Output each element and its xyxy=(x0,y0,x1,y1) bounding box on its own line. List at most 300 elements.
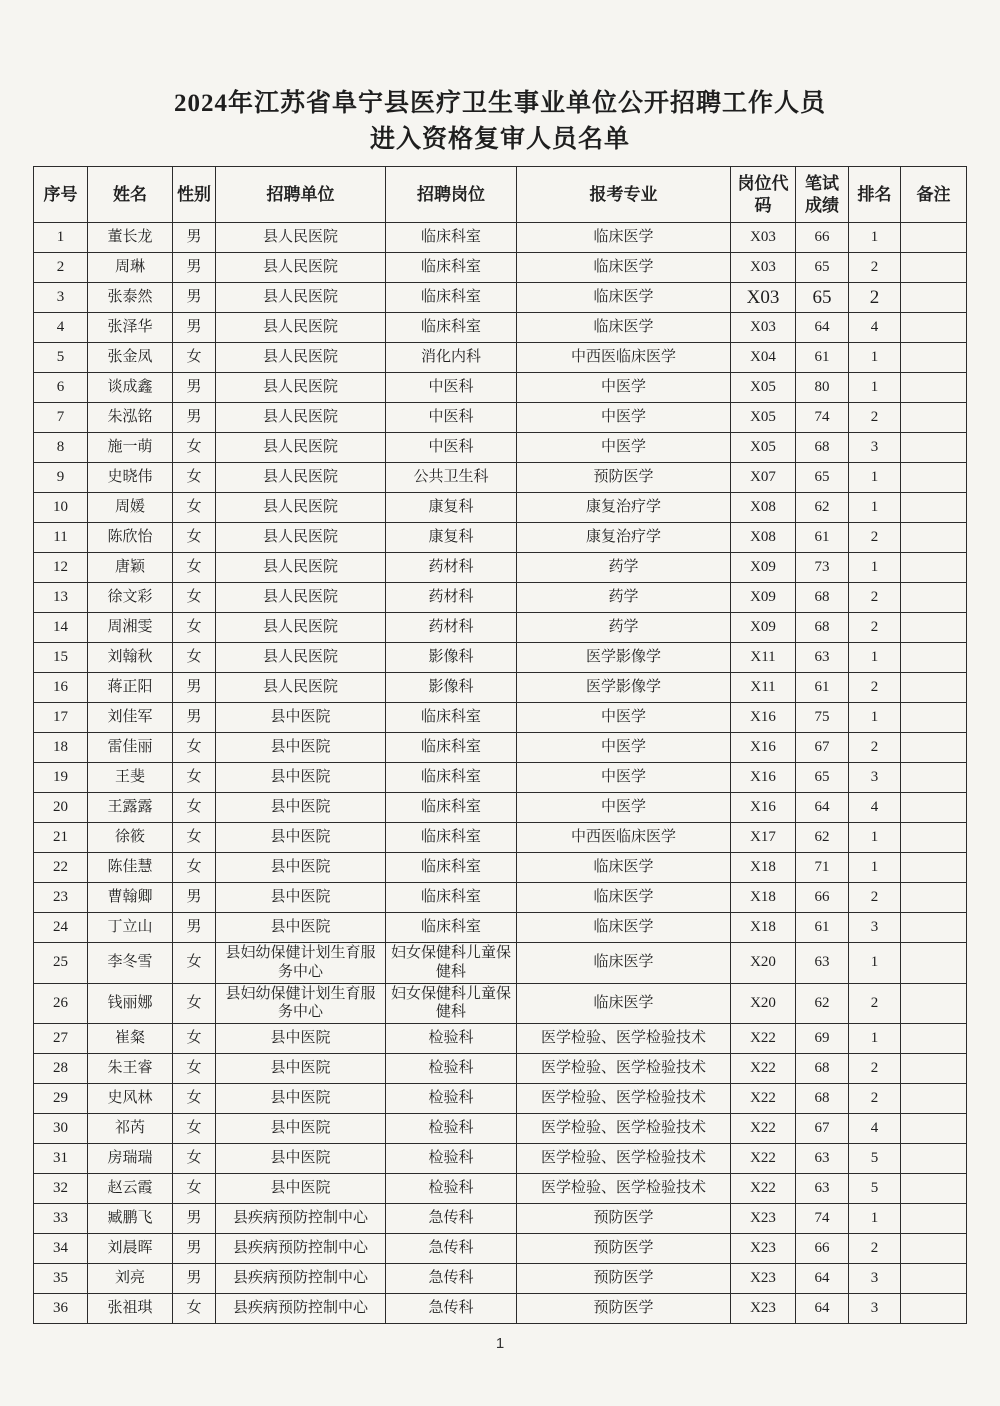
cell-unit: 县中医院 xyxy=(216,733,386,763)
cell-major: 医学影像学 xyxy=(517,673,731,703)
cell-name: 臧鹏飞 xyxy=(88,1204,173,1234)
cell-index: 10 xyxy=(34,493,88,523)
cell-score: 65 xyxy=(796,253,849,283)
cell-note xyxy=(901,1054,967,1084)
column-header-name: 姓名 xyxy=(88,167,173,223)
cell-position: 公共卫生科 xyxy=(386,463,517,493)
cell-name: 张泽华 xyxy=(88,313,173,343)
cell-score: 62 xyxy=(796,983,849,1024)
cell-major: 药学 xyxy=(517,583,731,613)
table-row xyxy=(34,1084,967,1114)
cell-index: 19 xyxy=(34,763,88,793)
cell-position: 急传科 xyxy=(386,1264,517,1294)
cell-score: 61 xyxy=(796,913,849,943)
cell-index: 26 xyxy=(34,983,88,1024)
cell-rank: 1 xyxy=(849,943,901,984)
cell-position: 临床科室 xyxy=(386,223,517,253)
document-title xyxy=(0,0,1000,157)
cell-score: 66 xyxy=(796,883,849,913)
cell-post-code: X16 xyxy=(731,793,796,823)
cell-score: 68 xyxy=(796,583,849,613)
cell-position: 妇女保健科儿童保健科 xyxy=(386,983,517,1024)
table-row xyxy=(34,613,967,643)
table-row xyxy=(34,1024,967,1054)
title-line-2: 进入资格复审人员名单 xyxy=(369,125,630,153)
cell-position: 临床科室 xyxy=(386,313,517,343)
cell-post-code: X17 xyxy=(731,823,796,853)
cell-name: 施一萌 xyxy=(88,433,173,463)
cell-score: 68 xyxy=(796,613,849,643)
cell-major: 药学 xyxy=(517,613,731,643)
cell-unit: 县中医院 xyxy=(216,793,386,823)
cell-rank: 4 xyxy=(849,1114,901,1144)
cell-index: 1 xyxy=(34,223,88,253)
cell-index: 3 xyxy=(34,283,88,313)
cell-unit: 县人民医院 xyxy=(216,313,386,343)
cell-major: 医学检验、医学检验技术 xyxy=(517,1114,731,1144)
cell-unit: 县妇幼保健计划生育服务中心 xyxy=(216,943,386,984)
cell-name: 刘佳军 xyxy=(88,703,173,733)
cell-position: 临床科室 xyxy=(386,253,517,283)
cell-major: 临床医学 xyxy=(517,853,731,883)
cell-major: 中医学 xyxy=(517,793,731,823)
cell-rank: 1 xyxy=(849,343,901,373)
cell-score: 65 xyxy=(796,463,849,493)
cell-position: 检验科 xyxy=(386,1174,517,1204)
cell-gender: 男 xyxy=(173,673,216,703)
cell-position: 临床科室 xyxy=(386,283,517,313)
cell-rank: 4 xyxy=(849,313,901,343)
cell-unit: 县人民医院 xyxy=(216,403,386,433)
table-row xyxy=(34,553,967,583)
cell-post-code: X22 xyxy=(731,1054,796,1084)
cell-post-code: X18 xyxy=(731,883,796,913)
cell-index: 13 xyxy=(34,583,88,613)
cell-name: 祁芮 xyxy=(88,1114,173,1144)
cell-note xyxy=(901,823,967,853)
cell-major: 预防医学 xyxy=(517,463,731,493)
cell-gender: 女 xyxy=(173,1174,216,1204)
cell-name: 徐文彩 xyxy=(88,583,173,613)
cell-index: 6 xyxy=(34,373,88,403)
cell-gender: 女 xyxy=(173,823,216,853)
cell-note xyxy=(901,793,967,823)
cell-name: 周媛 xyxy=(88,493,173,523)
cell-major: 临床医学 xyxy=(517,943,731,984)
cell-unit: 县疾病预防控制中心 xyxy=(216,1294,386,1324)
cell-index: 23 xyxy=(34,883,88,913)
table-row xyxy=(34,253,967,283)
cell-name: 刘翰秋 xyxy=(88,643,173,673)
cell-post-code: X23 xyxy=(731,1234,796,1264)
cell-score: 73 xyxy=(796,553,849,583)
cell-note xyxy=(901,1024,967,1054)
cell-gender: 男 xyxy=(173,313,216,343)
cell-note xyxy=(901,943,967,984)
column-header-unit: 招聘单位 xyxy=(216,167,386,223)
cell-score: 63 xyxy=(796,943,849,984)
cell-post-code: X23 xyxy=(731,1204,796,1234)
cell-unit: 县人民医院 xyxy=(216,283,386,313)
cell-post-code: X18 xyxy=(731,913,796,943)
cell-gender: 女 xyxy=(173,643,216,673)
table-row xyxy=(34,913,967,943)
table-row xyxy=(34,493,967,523)
table-row xyxy=(34,643,967,673)
cell-index: 17 xyxy=(34,703,88,733)
cell-note xyxy=(901,493,967,523)
cell-rank: 5 xyxy=(849,1144,901,1174)
cell-unit: 县中医院 xyxy=(216,1024,386,1054)
cell-score: 65 xyxy=(796,283,849,313)
cell-position: 药材科 xyxy=(386,553,517,583)
cell-index: 12 xyxy=(34,553,88,583)
table-row xyxy=(34,373,967,403)
cell-unit: 县人民医院 xyxy=(216,223,386,253)
cell-name: 周琳 xyxy=(88,253,173,283)
cell-note xyxy=(901,703,967,733)
cell-index: 29 xyxy=(34,1084,88,1114)
cell-position: 中医科 xyxy=(386,403,517,433)
cell-rank: 1 xyxy=(849,823,901,853)
cell-gender: 男 xyxy=(173,883,216,913)
cell-unit: 县中医院 xyxy=(216,883,386,913)
cell-score: 69 xyxy=(796,1024,849,1054)
cell-rank: 2 xyxy=(849,283,901,313)
cell-post-code: X23 xyxy=(731,1264,796,1294)
cell-gender: 女 xyxy=(173,553,216,583)
cell-score: 68 xyxy=(796,433,849,463)
table-row xyxy=(34,1054,967,1084)
cell-rank: 2 xyxy=(849,1234,901,1264)
cell-post-code: X09 xyxy=(731,613,796,643)
cell-score: 61 xyxy=(796,673,849,703)
cell-major: 中医学 xyxy=(517,433,731,463)
cell-name: 崔粲 xyxy=(88,1024,173,1054)
cell-name: 史风林 xyxy=(88,1084,173,1114)
cell-position: 临床科室 xyxy=(386,793,517,823)
cell-rank: 3 xyxy=(849,763,901,793)
cell-gender: 男 xyxy=(173,403,216,433)
cell-rank: 3 xyxy=(849,913,901,943)
table-row xyxy=(34,793,967,823)
cell-note xyxy=(901,223,967,253)
cell-score: 67 xyxy=(796,1114,849,1144)
cell-rank: 1 xyxy=(849,553,901,583)
cell-score: 66 xyxy=(796,223,849,253)
cell-post-code: X08 xyxy=(731,523,796,553)
cell-unit: 县疾病预防控制中心 xyxy=(216,1264,386,1294)
cell-major: 中医学 xyxy=(517,373,731,403)
cell-rank: 2 xyxy=(849,883,901,913)
cell-rank: 3 xyxy=(849,1294,901,1324)
table-row xyxy=(34,1234,967,1264)
cell-major: 康复治疗学 xyxy=(517,523,731,553)
cell-gender: 女 xyxy=(173,853,216,883)
cell-major: 中西医临床医学 xyxy=(517,343,731,373)
cell-rank: 2 xyxy=(849,983,901,1024)
cell-score: 68 xyxy=(796,1054,849,1084)
cell-major: 医学检验、医学检验技术 xyxy=(517,1084,731,1114)
cell-unit: 县人民医院 xyxy=(216,343,386,373)
cell-gender: 女 xyxy=(173,523,216,553)
cell-rank: 1 xyxy=(849,463,901,493)
cell-index: 5 xyxy=(34,343,88,373)
cell-index: 36 xyxy=(34,1294,88,1324)
cell-note xyxy=(901,253,967,283)
cell-index: 22 xyxy=(34,853,88,883)
cell-unit: 县人民医院 xyxy=(216,433,386,463)
cell-name: 陈佳慧 xyxy=(88,853,173,883)
cell-post-code: X03 xyxy=(731,223,796,253)
cell-post-code: X03 xyxy=(731,283,796,313)
cell-note xyxy=(901,673,967,703)
cell-score: 63 xyxy=(796,643,849,673)
cell-major: 临床医学 xyxy=(517,253,731,283)
cell-name: 钱丽娜 xyxy=(88,983,173,1024)
cell-note xyxy=(901,1234,967,1264)
cell-index: 33 xyxy=(34,1204,88,1234)
cell-position: 康复科 xyxy=(386,493,517,523)
cell-post-code: X08 xyxy=(731,493,796,523)
cell-position: 临床科室 xyxy=(386,703,517,733)
cell-score: 66 xyxy=(796,1234,849,1264)
cell-gender: 女 xyxy=(173,943,216,984)
cell-name: 刘晨晖 xyxy=(88,1234,173,1264)
cell-position: 药材科 xyxy=(386,583,517,613)
cell-unit: 县人民医院 xyxy=(216,553,386,583)
cell-note xyxy=(901,1174,967,1204)
column-header-note: 备注 xyxy=(901,167,967,223)
cell-note xyxy=(901,313,967,343)
cell-position: 中医科 xyxy=(386,373,517,403)
cell-position: 临床科室 xyxy=(386,883,517,913)
cell-score: 64 xyxy=(796,793,849,823)
table-row xyxy=(34,1114,967,1144)
cell-index: 28 xyxy=(34,1054,88,1084)
cell-score: 61 xyxy=(796,523,849,553)
cell-note xyxy=(901,463,967,493)
cell-position: 临床科室 xyxy=(386,913,517,943)
cell-post-code: X16 xyxy=(731,703,796,733)
cell-gender: 女 xyxy=(173,433,216,463)
cell-name: 徐筱 xyxy=(88,823,173,853)
table-row xyxy=(34,733,967,763)
cell-note xyxy=(901,983,967,1024)
cell-gender: 男 xyxy=(173,253,216,283)
cell-name: 张金凤 xyxy=(88,343,173,373)
cell-major: 临床医学 xyxy=(517,313,731,343)
cell-rank: 2 xyxy=(849,613,901,643)
cell-major: 医学影像学 xyxy=(517,643,731,673)
cell-position: 检验科 xyxy=(386,1114,517,1144)
cell-position: 康复科 xyxy=(386,523,517,553)
cell-major: 临床医学 xyxy=(517,913,731,943)
cell-position: 检验科 xyxy=(386,1084,517,1114)
cell-post-code: X23 xyxy=(731,1294,796,1324)
cell-rank: 3 xyxy=(849,433,901,463)
cell-post-code: X22 xyxy=(731,1084,796,1114)
cell-unit: 县中医院 xyxy=(216,913,386,943)
cell-rank: 1 xyxy=(849,643,901,673)
cell-rank: 2 xyxy=(849,1054,901,1084)
cell-index: 14 xyxy=(34,613,88,643)
cell-gender: 女 xyxy=(173,1114,216,1144)
cell-index: 24 xyxy=(34,913,88,943)
cell-note xyxy=(901,583,967,613)
cell-index: 20 xyxy=(34,793,88,823)
cell-major: 临床医学 xyxy=(517,283,731,313)
cell-index: 11 xyxy=(34,523,88,553)
cell-score: 63 xyxy=(796,1144,849,1174)
cell-index: 4 xyxy=(34,313,88,343)
cell-position: 临床科室 xyxy=(386,823,517,853)
cell-index: 2 xyxy=(34,253,88,283)
cell-unit: 县人民医院 xyxy=(216,643,386,673)
cell-position: 检验科 xyxy=(386,1144,517,1174)
cell-name: 陈欣怡 xyxy=(88,523,173,553)
table-row xyxy=(34,1294,967,1324)
cell-index: 30 xyxy=(34,1114,88,1144)
cell-index: 32 xyxy=(34,1174,88,1204)
cell-position: 急传科 xyxy=(386,1234,517,1264)
cell-post-code: X05 xyxy=(731,403,796,433)
table-row xyxy=(34,403,967,433)
cell-major: 预防医学 xyxy=(517,1294,731,1324)
table-row xyxy=(34,823,967,853)
cell-unit: 县人民医院 xyxy=(216,253,386,283)
cell-rank: 1 xyxy=(849,493,901,523)
cell-gender: 女 xyxy=(173,763,216,793)
cell-note xyxy=(901,343,967,373)
cell-major: 中医学 xyxy=(517,733,731,763)
cell-note xyxy=(901,883,967,913)
title-line-1: 2024年江苏省阜宁县医疗卫生事业单位公开招聘工作人员 xyxy=(173,90,826,117)
cell-index: 25 xyxy=(34,943,88,984)
cell-note xyxy=(901,1264,967,1294)
cell-post-code: X22 xyxy=(731,1114,796,1144)
cell-post-code: X16 xyxy=(731,763,796,793)
table-row xyxy=(34,853,967,883)
cell-index: 21 xyxy=(34,823,88,853)
cell-unit: 县人民医院 xyxy=(216,523,386,553)
cell-name: 朱泓铭 xyxy=(88,403,173,433)
cell-major: 预防医学 xyxy=(517,1234,731,1264)
table-header-row xyxy=(34,167,967,223)
cell-gender: 女 xyxy=(173,583,216,613)
cell-unit: 县人民医院 xyxy=(216,613,386,643)
cell-position: 急传科 xyxy=(386,1204,517,1234)
cell-position: 检验科 xyxy=(386,1054,517,1084)
cell-name: 周湘雯 xyxy=(88,613,173,643)
cell-position: 临床科室 xyxy=(386,763,517,793)
cell-major: 医学检验、医学检验技术 xyxy=(517,1054,731,1084)
cell-gender: 女 xyxy=(173,1144,216,1174)
cell-rank: 1 xyxy=(849,373,901,403)
cell-gender: 男 xyxy=(173,913,216,943)
cell-score: 63 xyxy=(796,1174,849,1204)
cell-rank: 5 xyxy=(849,1174,901,1204)
cell-unit: 县中医院 xyxy=(216,1084,386,1114)
cell-note xyxy=(901,373,967,403)
cell-major: 预防医学 xyxy=(517,1204,731,1234)
cell-rank: 1 xyxy=(849,703,901,733)
cell-name: 张祖琪 xyxy=(88,1294,173,1324)
cell-rank: 1 xyxy=(849,1204,901,1234)
cell-unit: 县人民医院 xyxy=(216,373,386,403)
table-row xyxy=(34,523,967,553)
cell-post-code: X22 xyxy=(731,1024,796,1054)
cell-index: 27 xyxy=(34,1024,88,1054)
cell-rank: 4 xyxy=(849,793,901,823)
table-row xyxy=(34,983,967,1024)
cell-position: 影像科 xyxy=(386,643,517,673)
cell-gender: 女 xyxy=(173,983,216,1024)
cell-position: 临床科室 xyxy=(386,733,517,763)
table-row xyxy=(34,943,967,984)
cell-post-code: X20 xyxy=(731,943,796,984)
table-row xyxy=(34,1204,967,1234)
cell-name: 赵云霞 xyxy=(88,1174,173,1204)
recruitment-roster-table xyxy=(33,166,967,1324)
cell-name: 丁立山 xyxy=(88,913,173,943)
cell-post-code: X09 xyxy=(731,553,796,583)
cell-score: 62 xyxy=(796,823,849,853)
cell-index: 35 xyxy=(34,1264,88,1294)
table-row xyxy=(34,763,967,793)
cell-gender: 女 xyxy=(173,463,216,493)
cell-position: 急传科 xyxy=(386,1294,517,1324)
cell-note xyxy=(901,1204,967,1234)
cell-position: 消化内科 xyxy=(386,343,517,373)
cell-unit: 县人民医院 xyxy=(216,493,386,523)
cell-name: 谈成鑫 xyxy=(88,373,173,403)
cell-rank: 3 xyxy=(849,1264,901,1294)
cell-unit: 县中医院 xyxy=(216,703,386,733)
cell-score: 80 xyxy=(796,373,849,403)
column-header-gender: 性别 xyxy=(173,167,216,223)
cell-note xyxy=(901,913,967,943)
cell-gender: 女 xyxy=(173,613,216,643)
cell-note xyxy=(901,523,967,553)
cell-score: 75 xyxy=(796,703,849,733)
table-row xyxy=(34,313,967,343)
cell-post-code: X03 xyxy=(731,253,796,283)
cell-name: 房瑞瑞 xyxy=(88,1144,173,1174)
cell-gender: 男 xyxy=(173,703,216,733)
table-row xyxy=(34,1174,967,1204)
cell-rank: 2 xyxy=(849,673,901,703)
cell-note xyxy=(901,433,967,463)
table-row xyxy=(34,223,967,253)
cell-score: 74 xyxy=(796,403,849,433)
cell-rank: 2 xyxy=(849,523,901,553)
cell-major: 医学检验、医学检验技术 xyxy=(517,1144,731,1174)
table-row xyxy=(34,583,967,613)
cell-gender: 女 xyxy=(173,343,216,373)
cell-major: 药学 xyxy=(517,553,731,583)
cell-post-code: X22 xyxy=(731,1144,796,1174)
cell-index: 16 xyxy=(34,673,88,703)
table-row xyxy=(34,1264,967,1294)
cell-name: 曹翰卿 xyxy=(88,883,173,913)
cell-post-code: X18 xyxy=(731,853,796,883)
cell-score: 71 xyxy=(796,853,849,883)
cell-gender: 男 xyxy=(173,1264,216,1294)
cell-post-code: X05 xyxy=(731,373,796,403)
cell-major: 中医学 xyxy=(517,763,731,793)
cell-unit: 县中医院 xyxy=(216,1144,386,1174)
